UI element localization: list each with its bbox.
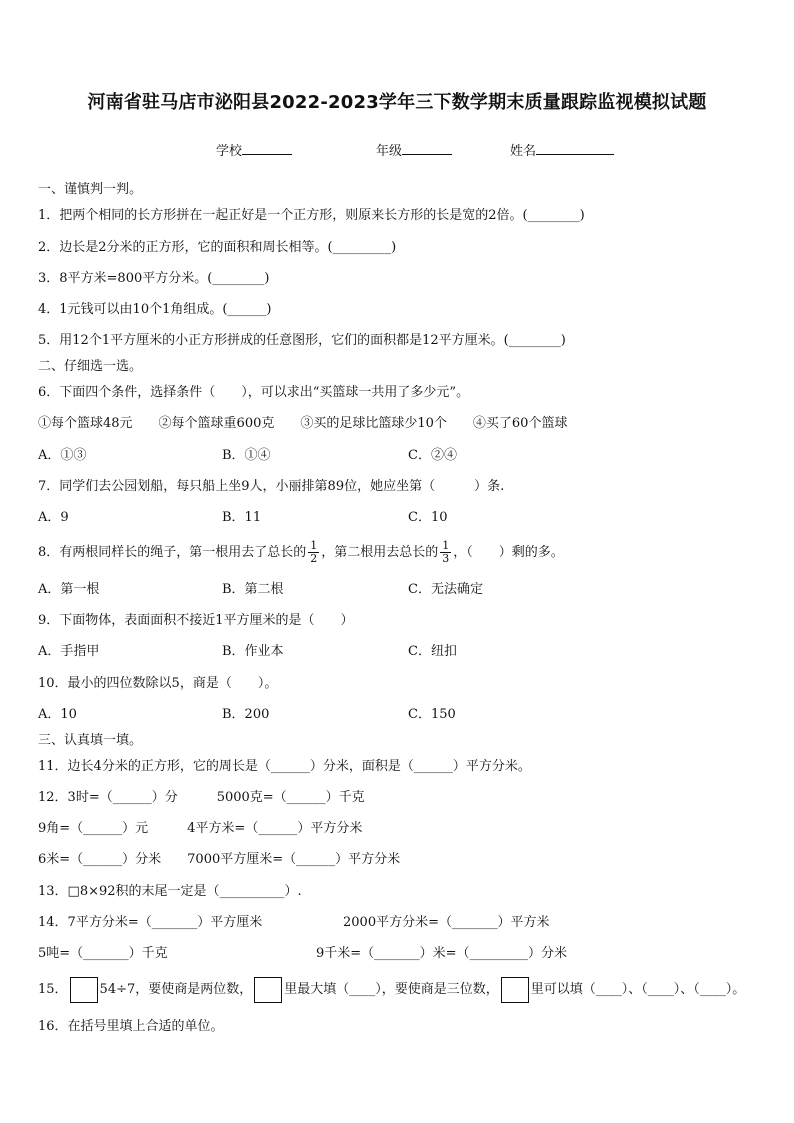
q7-option-c[interactable]: C．10 — [408, 510, 448, 525]
fraction-one-third: $\frac{1}{3}$ — [442, 539, 450, 565]
question-12-line-3: 6米=（______）分米 7000平方厘米=（______）平方分米 — [38, 852, 401, 867]
q7-option-a[interactable]: A．9 — [38, 510, 69, 525]
question-11: 11．边长4分米的正方形，它的周长是（______）分米，面积是（______）平方分米。 — [38, 759, 531, 774]
name-label: 姓名 — [510, 144, 537, 159]
question-10: 10．最小的四位数除以5，商是（ ）。 — [38, 676, 278, 691]
question-3: 3．8平方米=800平方分米。(________) — [38, 271, 270, 286]
question-4: 4．1元钱可以由10个1角组成。(______) — [38, 302, 272, 317]
question-15 — [38, 975, 745, 1005]
question-7: 7．同学们去公园划船，每只船上坐9人，小丽排第89位，她应坐第（ ）条. — [38, 479, 505, 494]
question-6-conditions: ①每个篮球48元 ②每个篮球重600克 ③买的足球比篮球少10个 ④买了60个篮球 — [38, 416, 568, 431]
section-1-heading: 一、谨慎判一判。 — [38, 182, 143, 197]
q8-option-c[interactable]: C．无法确定 — [408, 582, 483, 597]
question-12-line-1: 12．3时=（______）分 5000克=（______）千克 — [38, 790, 365, 805]
question-14-part-a: 14．7平方分米=（_______）平方厘米 — [38, 915, 263, 930]
q8-option-b[interactable]: B．第二根 — [222, 582, 284, 597]
question-9: 9．下面物体，表面面积不接近1平方厘米的是（ ） — [38, 613, 354, 628]
q10-option-c[interactable]: C．150 — [408, 707, 456, 722]
name-field[interactable] — [510, 140, 614, 159]
school-field[interactable] — [216, 140, 292, 159]
page-title: 河南省驻马店市泌阳县2022-2023学年三下数学期末质量跟踪监视模拟试题 — [87, 92, 707, 113]
grade-label: 年级 — [376, 144, 403, 159]
question-1: 1．把两个相同的长方形拼在一起正好是一个正方形，则原来长方形的长是宽的2倍。(________) — [38, 208, 585, 223]
question-14-part-b: 2000平方分米=（_______）平方米 — [343, 915, 550, 930]
q9-option-b[interactable]: B．作业本 — [222, 644, 284, 659]
q15-text-d: 里可以填（____）、（____）、（____）。 — [530, 982, 746, 997]
q7-option-b[interactable]: B．11 — [222, 510, 262, 525]
q10-option-a[interactable]: A．10 — [38, 707, 77, 722]
q9-option-c[interactable]: C．纽扣 — [408, 644, 457, 659]
question-14-part-d: 9千米=（_______）米=（_________）分米 — [316, 946, 568, 961]
question-5: 5．用12个1平方厘米的小正方形拼成的任意图形，它们的面积都是12平方厘米。(________) — [38, 333, 566, 348]
q8-option-a[interactable]: A．第一根 — [38, 582, 100, 597]
school-label: 学校 — [216, 144, 243, 159]
question-12-line-2: 9角=（______）元 4平方米=（______）平方分米 — [38, 821, 363, 836]
q8-text-b: ，第二根用去总长的 — [321, 545, 439, 560]
q15-number: 15． — [38, 982, 68, 997]
q6-option-c[interactable]: C．②④ — [408, 448, 457, 463]
fraction-one-half: $\frac{1}{2}$ — [310, 539, 318, 565]
q6-option-a[interactable]: A．①③ — [38, 448, 87, 463]
grade-field[interactable] — [376, 140, 452, 159]
q10-option-b[interactable]: B．200 — [222, 707, 270, 722]
question-8 — [38, 538, 564, 568]
digit-box[interactable] — [70, 977, 98, 1003]
question-2: 2．边长是2分米的正方形，它的面积和周长相等。(_________) — [38, 240, 397, 255]
section-2-heading: 二、仔细选一选。 — [38, 359, 143, 374]
question-6: 6．下面四个条件，选择条件（ ），可以求出“买篮球一共用了多少元”。 — [38, 385, 470, 400]
digit-box[interactable] — [501, 977, 529, 1003]
q8-text-a: 8．有两根同样长的绳子，第一根用去了总长的 — [38, 545, 307, 560]
question-14-part-c: 5吨=（_______）千克 — [38, 946, 168, 961]
question-13: 13．□8×92积的末尾一定是（__________）. — [38, 884, 302, 899]
q6-option-b[interactable]: B．①④ — [222, 448, 271, 463]
question-16: 16．在括号里填上合适的单位。 — [38, 1019, 224, 1034]
q8-text-c: ，（ ）剩的多。 — [453, 545, 564, 560]
digit-box[interactable] — [254, 977, 282, 1003]
q15-text-c: 里最大填（____），要使商是三位数， — [284, 982, 499, 997]
section-3-heading: 三、认真填一填。 — [38, 733, 143, 748]
q15-text-b: 54÷7，要使商是两位数， — [99, 982, 253, 997]
q9-option-a[interactable]: A．手指甲 — [38, 644, 100, 659]
